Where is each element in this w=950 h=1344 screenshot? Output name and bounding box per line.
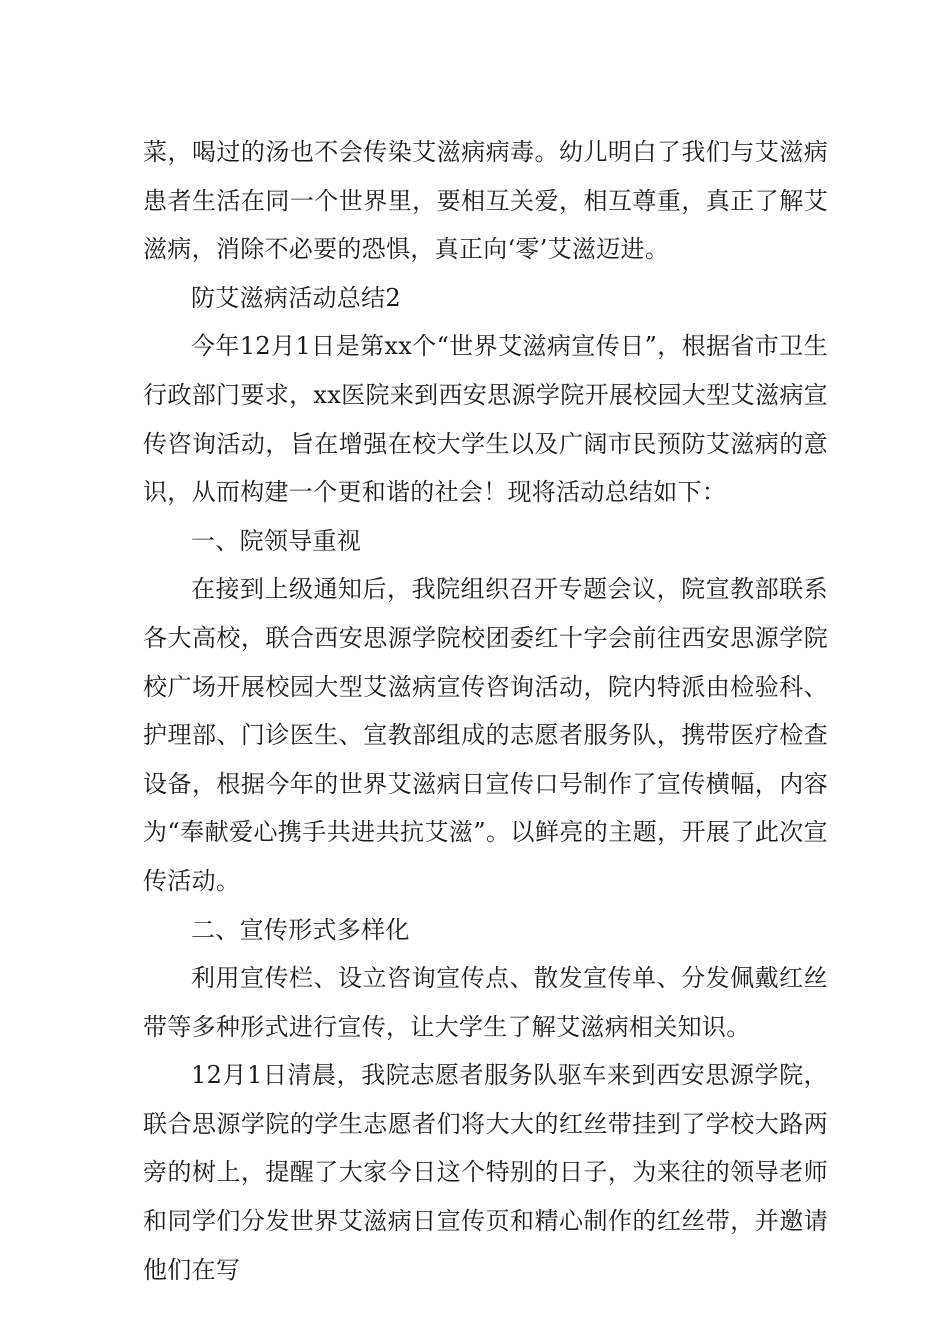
paragraph-forms: 利用宣传栏、设立咨询宣传点、散发宣传单、分发佩戴红丝带等多种形式进行宣传，让大学生了解艾滋病相关知识。 <box>143 964 828 1041</box>
heading-leadership: 一、院领导重视 <box>191 526 362 555</box>
paragraph-leadership: 在接到上级通知后，我院组织召开专题会议，院宣教部联系各大高校，联合西安思源学院校团委红十字会前往西安思源学院校广场开展校园大型艾滋病宣传咨询活动，院内特派由检验科、护理部、门诊医生、宣教部组成的志愿者服务队，携带医疗检查设备，根据今年的世界艾滋病日宣传口号制作了宣传横幅，内容为“奉献爱心携手共进共抗艾滋”。以鲜亮的主题，开展了此次宣传活动。 <box>143 575 828 895</box>
paragraph-december: 12月1日清晨，我院志愿者服务队驱车来到西安思源学院，联合思源学院的学生志愿者们将大大的红丝带挂到了学校大路两旁的树上，提醒了大家今日这个特别的日子，为来往的领导老师和同学们分发世界艾滋病日宣传页和精心制作的红丝带，并邀请他们在写 <box>143 1061 828 1284</box>
paragraph-intro: 今年12月1日是第xx个“世界艾滋病宣传日”，根据省市卫生行政部门要求，xx医院来到西安思源学院开展校园大型艾滋病宣传咨询活动，旨在增强在校大学生以及广阔市民预防艾滋病的意识，从而构建一个更和谐的社会！现将活动总结如下： <box>143 332 828 507</box>
heading-forms: 二、宣传形式多样化 <box>191 915 410 944</box>
document-body <box>143 128 828 1294</box>
paragraph-continuation: 菜，喝过的汤也不会传染艾滋病病毒。幼儿明白了我们与艾滋病患者生活在同一个世界里，要相互关爱，相互尊重，真正了解艾滋病，消除不必要的恐惧，真正向‘零’艾滋迈进。 <box>143 138 828 264</box>
section-title: 防艾滋病活动总结2 <box>191 283 401 312</box>
